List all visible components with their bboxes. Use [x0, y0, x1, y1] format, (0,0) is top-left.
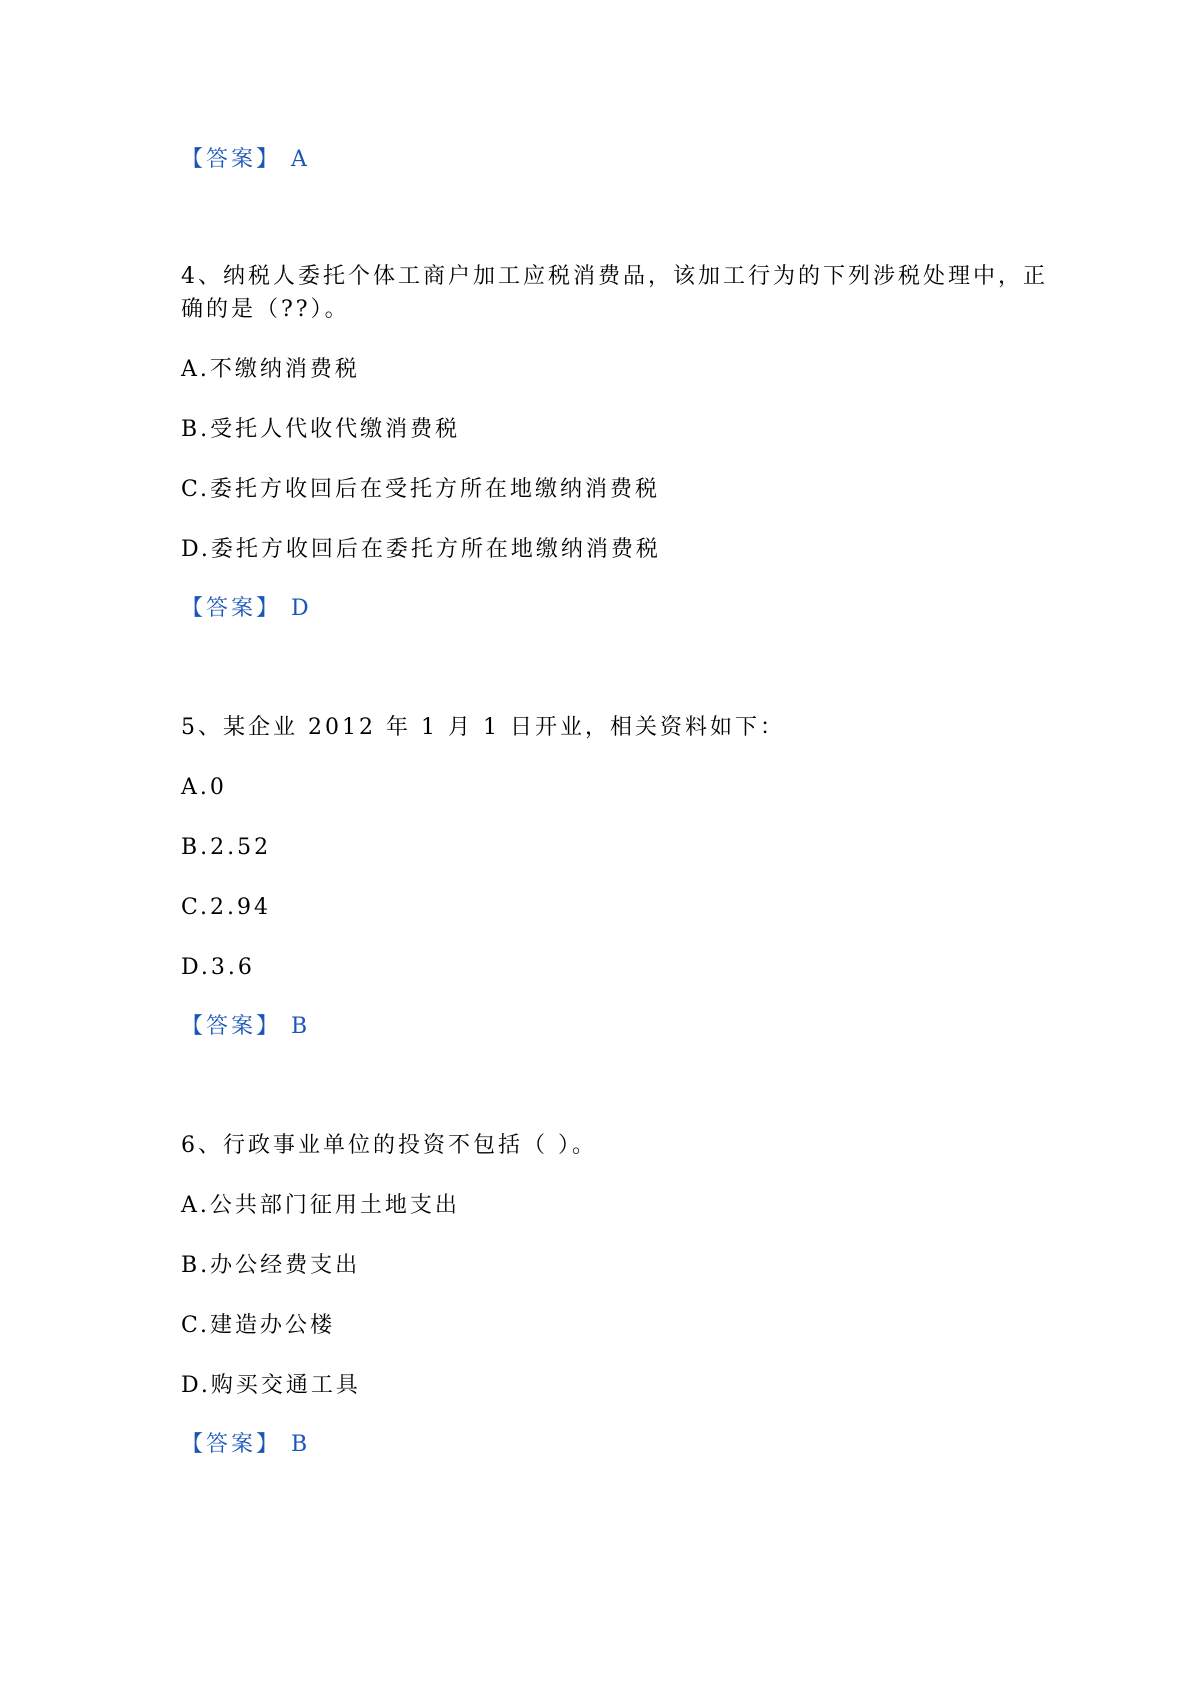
answer-value: B: [291, 1432, 308, 1457]
q5-option-d: D.3.6: [181, 955, 255, 980]
answer-q5: [181, 1012, 307, 1042]
q5-option-a: A.0: [181, 775, 227, 800]
q4-option-d: D.委托方收回后在委托方所在地缴纳消费税: [181, 537, 661, 562]
q4-option-a: A.不缴纳消费税: [181, 357, 360, 382]
answer-tag: 【答案】: [181, 596, 282, 621]
q6-option-d: D.购买交通工具: [181, 1373, 361, 1398]
answer-value: A: [291, 147, 307, 172]
answer-q4: [181, 594, 309, 624]
q4-option-b: B.受托人代收代缴消费税: [181, 417, 461, 442]
q5-stem: 5、某企业 2012 年 1 月 1 日开业，相关资料如下：: [181, 715, 785, 740]
q6-stem: 6、行政事业单位的投资不包括（ ）。: [181, 1133, 597, 1158]
q4-stem-line2: 确的是（??）。: [181, 297, 350, 322]
answer-value: D: [291, 596, 309, 621]
answer-q3: [181, 145, 307, 175]
q5-option-b: B.2.52: [181, 835, 272, 860]
answer-tag: 【答案】: [181, 147, 282, 172]
q5-option-c: C.2.94: [181, 895, 272, 920]
answer-tag: 【答案】: [181, 1014, 282, 1039]
answer-q6: [181, 1430, 307, 1460]
q6-option-b: B.办公经费支出: [181, 1253, 361, 1278]
answer-value: B: [291, 1014, 308, 1039]
q4-option-c: C.委托方收回后在受托方所在地缴纳消费税: [181, 477, 661, 502]
answer-tag: 【答案】: [181, 1432, 282, 1457]
q6-option-c: C.建造办公楼: [181, 1313, 336, 1338]
q4-stem-line1: 4、纳税人委托个体工商户加工应税消费品，该加工行为的下列涉税处理中，正: [181, 264, 1048, 289]
q6-option-a: A.公共部门征用土地支出: [181, 1193, 460, 1218]
